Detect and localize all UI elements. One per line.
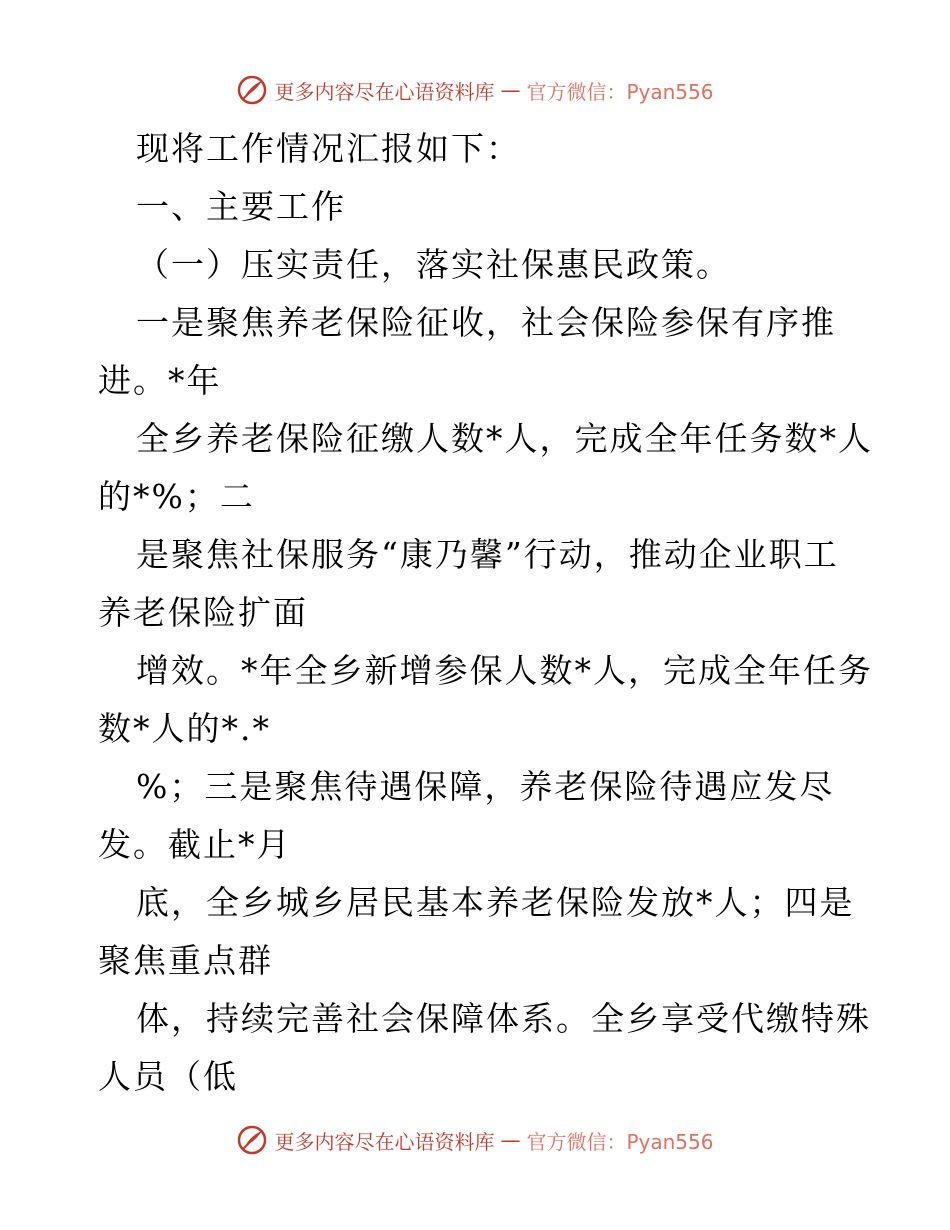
watermark-wechat: 官方微信：Pyan556 (526, 79, 714, 104)
subsection-heading: （一）压实责任，落实社保惠民政策。 (136, 245, 731, 284)
text-line: 人员（低 (98, 1057, 238, 1096)
feather-logo-icon (236, 74, 268, 106)
text-line: %；三是聚焦待遇保障，养老保险待遇应发尽 (136, 767, 835, 806)
document-body (98, 120, 873, 1106)
watermark-wechat: 官方微信：Pyan556 (526, 1129, 714, 1154)
section-heading: 一、主要工作 (136, 187, 346, 226)
watermark-dash: — (500, 78, 521, 102)
text-line: 数*人的*.* (98, 709, 271, 748)
footer-watermark (0, 1120, 950, 1160)
text-line: 养老保险扩面 (98, 593, 308, 632)
watermark-title: 更多内容尽在心语资料库 (274, 79, 495, 104)
watermark-dash: — (500, 1128, 521, 1152)
text-line: 进。*年 (98, 361, 222, 400)
text-line: 增效。*年全乡新增参保人数*人，完成全年任务 (136, 651, 873, 690)
text-line: 是聚焦社保服务“康乃馨”行动，推动企业职工 (136, 535, 839, 574)
text-line: 现将工作情况汇报如下： (136, 129, 521, 168)
text-line: 聚焦重点群 (98, 941, 273, 980)
text-line: 的*%；二 (98, 477, 255, 516)
text-line: 全乡养老保险征缴人数*人，完成全年任务数*人 (136, 419, 873, 458)
header-watermark (0, 70, 950, 110)
feather-logo-icon (236, 1124, 268, 1156)
text-line: 一是聚焦养老保险征收，社会保险参保有序推 (136, 303, 836, 342)
text-line: 发。截止*月 (98, 825, 292, 864)
watermark-title: 更多内容尽在心语资料库 (274, 1129, 495, 1154)
text-line: 体，持续完善社会保障体系。全乡享受代缴特殊 (136, 999, 871, 1038)
text-line: 底，全乡城乡居民基本养老保险发放*人；四是 (136, 883, 855, 922)
